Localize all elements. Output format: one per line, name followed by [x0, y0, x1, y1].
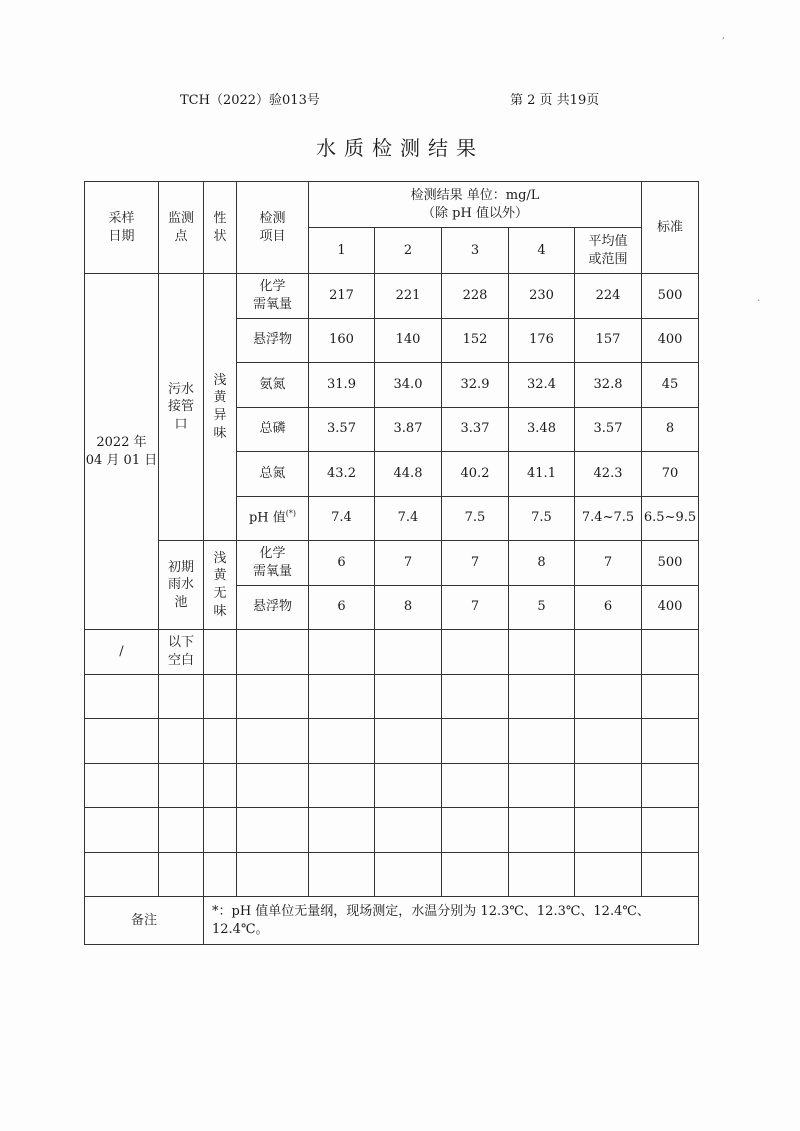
- empty-cell: [237, 630, 309, 675]
- value-v4: 176: [509, 318, 575, 363]
- value-avg: 157: [575, 318, 642, 363]
- value-v1: 6: [309, 585, 375, 630]
- empty-cell: [309, 763, 375, 808]
- report-number: TCH（2022）验013号: [180, 93, 320, 108]
- empty-cell: [442, 630, 509, 675]
- value-v3: 7: [442, 585, 509, 630]
- empty-cell: [204, 719, 237, 764]
- page-title: 水质检测结果: [316, 136, 484, 160]
- value-avg: 7: [575, 541, 642, 586]
- value-v2: 34.0: [375, 363, 442, 408]
- table-row: [85, 274, 699, 319]
- value-v1: 217: [309, 274, 375, 319]
- header-test-item: 检测 项目: [237, 182, 309, 274]
- value-v2: 221: [375, 274, 442, 319]
- value-v2: 7: [375, 541, 442, 586]
- empty-cell: [375, 763, 442, 808]
- page-indicator: 第 2 页 共19页: [510, 93, 600, 108]
- empty-cell: [642, 763, 699, 808]
- remark-row: [85, 897, 699, 945]
- empty-cell: [237, 674, 309, 719]
- header-col-1: 1: [309, 228, 375, 274]
- empty-cell: [159, 763, 204, 808]
- empty-cell: [237, 852, 309, 897]
- empty-cell: [642, 719, 699, 764]
- value-v1: 7.4: [309, 496, 375, 541]
- empty-cell: [509, 674, 575, 719]
- value-v3: 3.37: [442, 407, 509, 452]
- header-col-3: 3: [442, 228, 509, 274]
- value-v3: 7.5: [442, 496, 509, 541]
- value-avg: 7.4~7.5: [575, 496, 642, 541]
- empty-cell: [442, 852, 509, 897]
- empty-cell: [509, 630, 575, 675]
- scan-mark: ·: [757, 296, 761, 307]
- empty-cell: [204, 763, 237, 808]
- table-row: [85, 541, 699, 586]
- empty-cell: [375, 808, 442, 853]
- value-v3: 152: [442, 318, 509, 363]
- test-item: 氨氮: [237, 363, 309, 408]
- empty-cell: [442, 808, 509, 853]
- empty-cell: [509, 852, 575, 897]
- empty-cell: [375, 674, 442, 719]
- value-std: 400: [642, 585, 699, 630]
- empty-cell: [309, 808, 375, 853]
- header-col-2: 2: [375, 228, 442, 274]
- empty-cell: [85, 852, 159, 897]
- header-standard: 标准: [642, 182, 699, 274]
- value-v3: 228: [442, 274, 509, 319]
- empty-cell: [237, 719, 309, 764]
- empty-cell: [309, 674, 375, 719]
- value-std: 45: [642, 363, 699, 408]
- empty-cell: [159, 719, 204, 764]
- empty-cell: [509, 763, 575, 808]
- test-item: 悬浮物: [237, 585, 309, 630]
- blank-row: [85, 808, 699, 853]
- empty-cell: [509, 808, 575, 853]
- header-col-5: 平均值 或范围: [575, 228, 642, 274]
- empty-cell: [309, 630, 375, 675]
- empty-cell: [642, 674, 699, 719]
- value-v2: 7.4: [375, 496, 442, 541]
- scan-mark: ,: [722, 30, 726, 41]
- test-item: 化学 需氧量: [237, 541, 309, 586]
- value-v3: 32.9: [442, 363, 509, 408]
- empty-cell: [575, 808, 642, 853]
- value-std: 6.5~9.5: [642, 496, 699, 541]
- blank-row: [85, 852, 699, 897]
- end-marker: 以下 空白: [159, 630, 204, 675]
- empty-cell: [85, 719, 159, 764]
- value-v2: 44.8: [375, 452, 442, 497]
- test-item: 总磷: [237, 407, 309, 452]
- empty-cell: [159, 852, 204, 897]
- header-property: 性 状: [204, 182, 237, 274]
- sampling-date: 2022 年 04 月 01 日: [85, 274, 159, 630]
- value-avg: 224: [575, 274, 642, 319]
- header-results: 检测结果 单位：mg/L （除 pH 值以外）: [309, 182, 642, 228]
- empty-cell: [237, 808, 309, 853]
- blank-row: [85, 719, 699, 764]
- empty-cell: [159, 674, 204, 719]
- table-row: [85, 630, 699, 675]
- empty-cell: [642, 852, 699, 897]
- empty-cell: [159, 808, 204, 853]
- value-std: 500: [642, 274, 699, 319]
- empty-cell: [309, 719, 375, 764]
- empty-cell: [375, 852, 442, 897]
- empty-cell: [204, 630, 237, 675]
- value-std: 70: [642, 452, 699, 497]
- value-v2: 8: [375, 585, 442, 630]
- value-avg: 32.8: [575, 363, 642, 408]
- value-v1: 3.57: [309, 407, 375, 452]
- value-v4: 7.5: [509, 496, 575, 541]
- empty-cell: [85, 763, 159, 808]
- value-std: 500: [642, 541, 699, 586]
- empty-cell: [85, 808, 159, 853]
- value-v4: 3.48: [509, 407, 575, 452]
- empty-cell: [575, 674, 642, 719]
- empty-cell: [375, 630, 442, 675]
- empty-cell: [237, 763, 309, 808]
- value-std: 8: [642, 407, 699, 452]
- remark-text: *：pH 值单位无量纲，现场测定，水温分别为 12.3℃、12.3℃、12.4℃、12.4℃。: [204, 897, 699, 945]
- header-col-4: 4: [509, 228, 575, 274]
- empty-cell: [204, 808, 237, 853]
- header-monitoring-point: 监测 点: [159, 182, 204, 274]
- test-item: pH 值(*): [237, 496, 309, 541]
- empty-cell: [442, 674, 509, 719]
- test-item: 总氮: [237, 452, 309, 497]
- empty-cell: [375, 719, 442, 764]
- empty-cell: [575, 630, 642, 675]
- value-v4: 230: [509, 274, 575, 319]
- sample-property: 浅 黄 异 味: [204, 274, 237, 541]
- value-v3: 7: [442, 541, 509, 586]
- empty-cell: [575, 763, 642, 808]
- empty-cell: [442, 763, 509, 808]
- remark-label: 备注: [85, 897, 204, 945]
- end-date: /: [85, 630, 159, 675]
- empty-cell: [575, 852, 642, 897]
- value-v4: 32.4: [509, 363, 575, 408]
- value-v1: 31.9: [309, 363, 375, 408]
- empty-cell: [509, 719, 575, 764]
- header-row: [85, 182, 699, 228]
- empty-cell: [642, 808, 699, 853]
- value-avg: 3.57: [575, 407, 642, 452]
- value-v2: 3.87: [375, 407, 442, 452]
- value-v4: 8: [509, 541, 575, 586]
- value-std: 400: [642, 318, 699, 363]
- value-v4: 41.1: [509, 452, 575, 497]
- results-table: [84, 181, 699, 945]
- value-v1: 6: [309, 541, 375, 586]
- value-v3: 40.2: [442, 452, 509, 497]
- monitoring-point: 初期 雨水 池: [159, 541, 204, 630]
- sample-property: 浅 黄 无 味: [204, 541, 237, 630]
- empty-cell: [85, 674, 159, 719]
- empty-cell: [442, 719, 509, 764]
- test-item: 化学 需氧量: [237, 274, 309, 319]
- test-item: 悬浮物: [237, 318, 309, 363]
- value-avg: 42.3: [575, 452, 642, 497]
- monitoring-point: 污水 接管 口: [159, 274, 204, 541]
- empty-cell: [309, 852, 375, 897]
- empty-cell: [642, 630, 699, 675]
- value-avg: 6: [575, 585, 642, 630]
- header-date: 采样 日期: [85, 182, 159, 274]
- empty-cell: [204, 674, 237, 719]
- value-v1: 160: [309, 318, 375, 363]
- empty-cell: [204, 852, 237, 897]
- blank-row: [85, 763, 699, 808]
- blank-row: [85, 674, 699, 719]
- empty-cell: [575, 719, 642, 764]
- value-v1: 43.2: [309, 452, 375, 497]
- value-v4: 5: [509, 585, 575, 630]
- value-v2: 140: [375, 318, 442, 363]
